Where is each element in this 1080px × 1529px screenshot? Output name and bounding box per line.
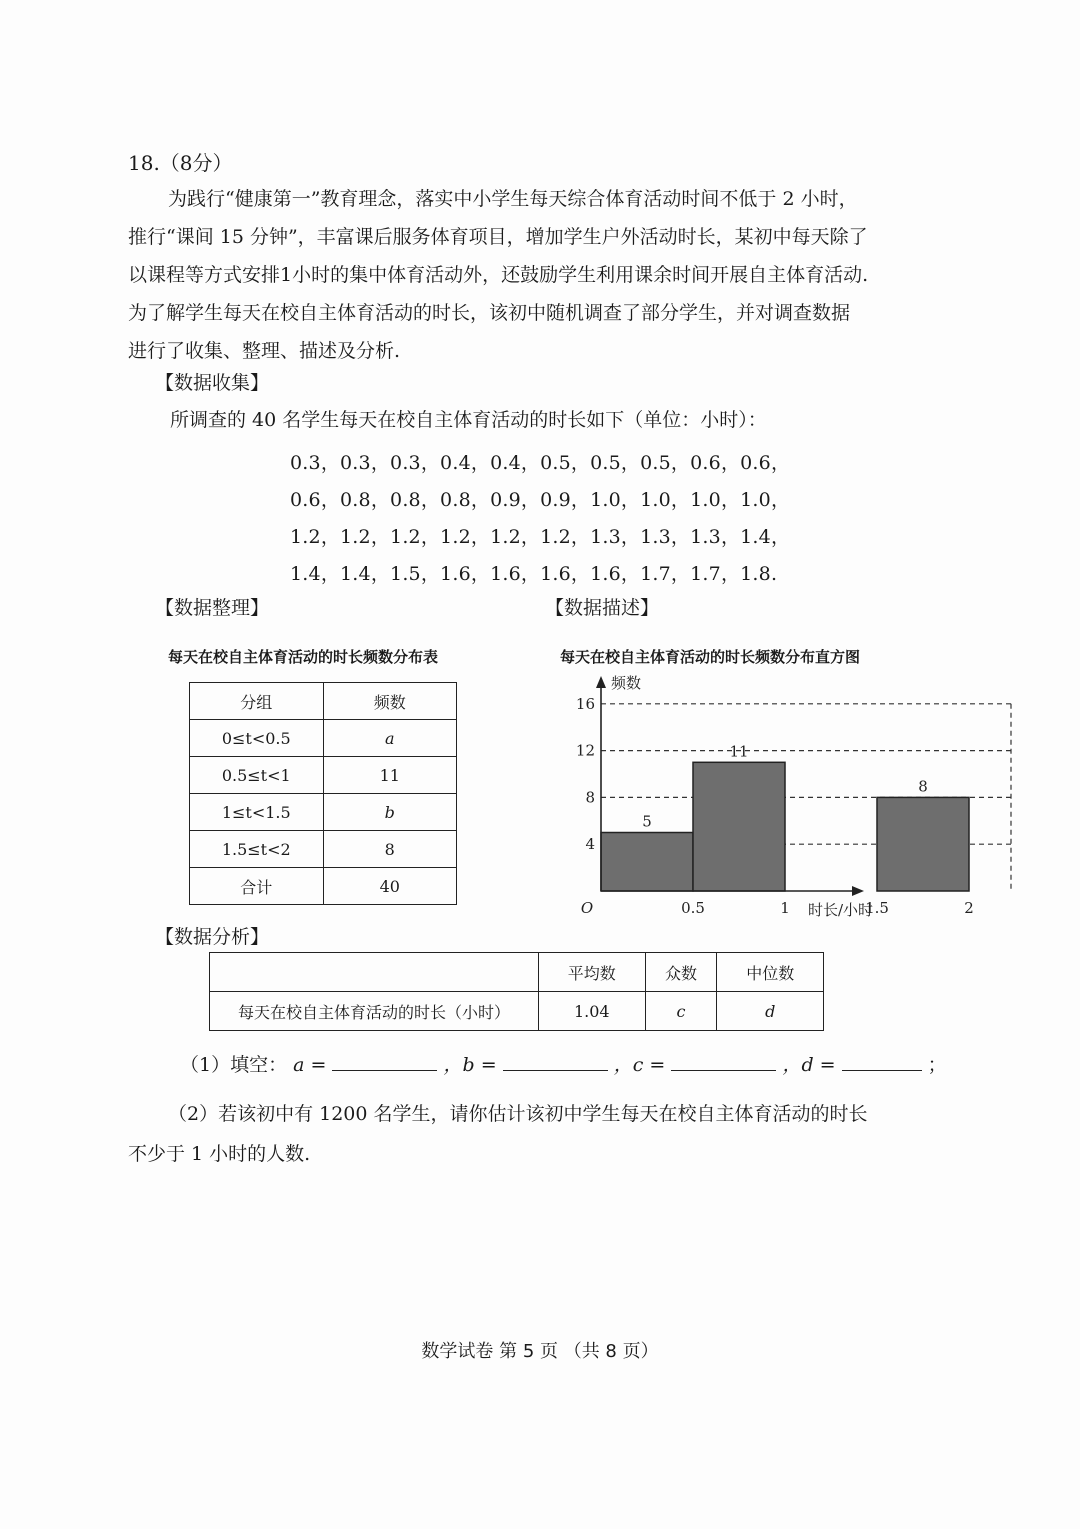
fill-label-b: ，b = [443,1054,497,1076]
organization-heading: 【数据整理】 [155,597,270,619]
frequency-cell: 11 [323,757,457,794]
analysis-value-row [210,992,824,1031]
y-tick-label: 12 [575,741,595,760]
histogram-title: 每天在校自主体育活动的时长频数分布直方图 [560,648,861,666]
y-tick-label: 16 [575,694,595,713]
data-row: 0.6，0.8，0.8，0.8，0.9，0.9，1.0，1.0，1.0，1.0， [290,489,791,511]
data-row: 0.3，0.3，0.3，0.4，0.4，0.5，0.5，0.5，0.6，0.6， [290,452,791,474]
y-axis-arrow [596,676,606,688]
blank-a[interactable] [332,1052,437,1071]
collection-heading: 【数据收集】 [155,372,270,394]
histogram-bar [693,762,785,891]
collection-intro: 所调查的 40 名学生每天在校自主体育活动的时长如下（单位：小时）： [170,409,767,431]
header-frequency: 频数 [323,683,457,720]
table-total-row [190,868,457,905]
fill-label-d: ，d = [782,1054,836,1076]
header-group: 分组 [190,683,324,720]
histogram-bar [877,797,969,891]
bar-value-label: 5 [642,812,652,831]
description-heading: 【数据描述】 [545,597,660,619]
frequency-table-title: 每天在校自主体育活动的时长频数分布表 [168,648,439,666]
paragraph-line: 为了解学生每天在校自主体育活动的时长，该初中随机调查了部分学生，并对调查数据 [128,302,851,324]
header-median: 中位数 [717,953,824,992]
question-2 [128,1094,908,1174]
fill-label-a: a = [293,1054,327,1076]
analysis-heading: 【数据分析】 [155,926,270,948]
group-cell: 0.5≤t<1 [190,757,324,794]
y-axis-label: 频数 [611,674,642,692]
paragraph-line: 以课程等方式安排1小时的集中体育活动外，还鼓励学生利用课余时间开展自主体育活动. [128,264,869,286]
table-row [190,720,457,757]
frequency-histogram [560,668,974,928]
paragraph-line: 进行了收集、整理、描述及分析. [128,340,401,362]
page-footer: 数学试卷 第 5 页 （共 8 页） [421,1341,659,1362]
table-row [190,794,457,831]
total-label-cell: 合计 [190,868,324,905]
blank-b[interactable] [503,1052,608,1071]
x-tick-label: 1 [780,899,790,917]
mean-value: 1.04 [539,992,646,1031]
paragraph-line: 推行“课间 15 分钟”，丰富课后服务体育项目，增加学生户外活动时长，某初中每天除了 [128,226,868,248]
paragraph-line: 为践行“健康第一”教育理念，落实中小学生每天综合体育活动时间不低于 2 小时， [168,188,858,210]
fill-prefix: （1）填空： [180,1054,288,1076]
x-tick-label: 1.5 [865,899,889,917]
question-number: 18.（8分） [128,151,233,175]
table-row [190,757,457,794]
bar-value-label: 11 [729,742,749,761]
frequency-cell: 8 [323,831,457,868]
question-paragraph [128,180,908,370]
group-cell: 0≤t<0.5 [190,720,324,757]
x-tick-label: 0.5 [681,899,705,917]
table-header-row [190,683,457,720]
bar-value-label: 8 [918,777,928,796]
q2-line: 不少于 1 小时的人数. [128,1143,311,1165]
group-cell: 1.5≤t<2 [190,831,324,868]
data-row: 1.2，1.2，1.2，1.2，1.2，1.2，1.3，1.3，1.3，1.4， [290,526,791,548]
group-cell: 1≤t<1.5 [190,794,324,831]
analysis-table [209,952,824,1031]
row-label: 每天在校自主体育活动的时长（小时） [210,992,539,1031]
x-tick-label: 2 [964,899,974,917]
frequency-cell: a [323,720,457,757]
blank-d[interactable] [842,1052,922,1071]
empty-header-cell [210,953,539,992]
y-tick-label: 8 [585,788,595,807]
mode-value: c [645,992,717,1031]
median-value: d [717,992,824,1031]
origin-label: O [580,899,594,917]
y-tick-label: 4 [585,835,595,854]
data-row: 1.4，1.4，1.5，1.6，1.6，1.6，1.6，1.7，1.7，1.8. [290,563,778,585]
frequency-table [189,682,457,905]
analysis-header-row [210,953,824,992]
total-value-cell: 40 [323,868,457,905]
fill-label-c: ，c = [613,1054,666,1076]
fill-in-question [180,1050,947,1077]
table-row [190,831,457,868]
header-mode: 众数 [645,953,717,992]
fill-end: ； [927,1054,947,1076]
x-axis-label: 时长/小时 [808,901,874,919]
histogram-bar [601,833,693,892]
q2-line: （2）若该初中有 1200 名学生，请你估计该初中学生每天在校自主体育活动的时长 [168,1103,868,1125]
blank-c[interactable] [671,1052,776,1071]
x-axis-arrow [852,886,864,896]
header-mean: 平均数 [539,953,646,992]
frequency-cell: b [323,794,457,831]
